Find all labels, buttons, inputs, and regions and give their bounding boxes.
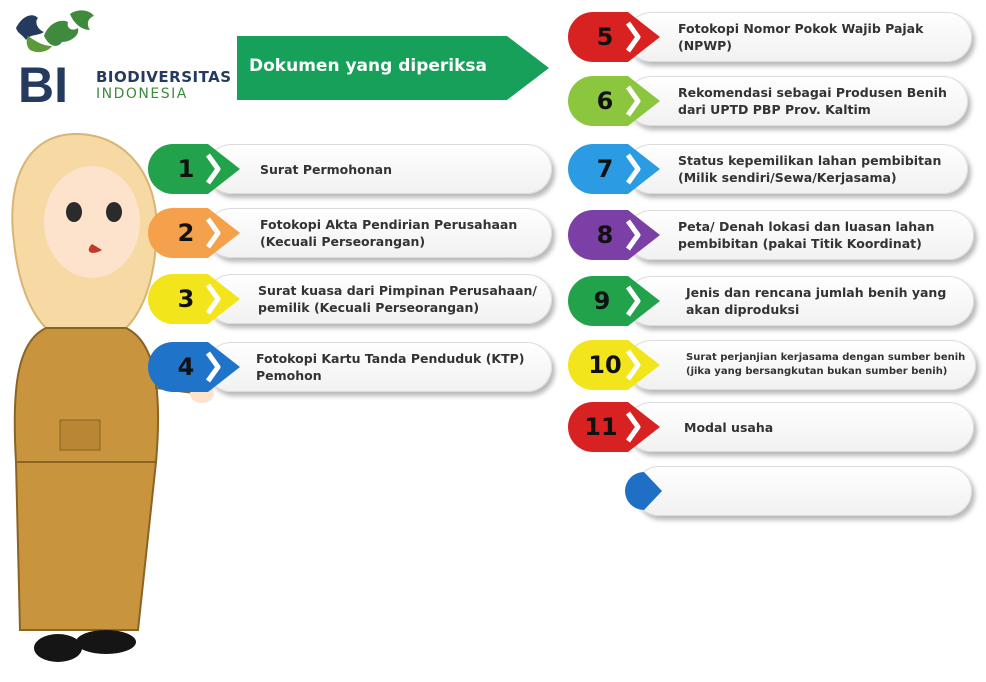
item-number: 7: [596, 155, 614, 183]
list-item: [148, 342, 552, 392]
banner-title: Dokumen yang diperiksa: [249, 56, 488, 76]
list-item: [568, 12, 972, 62]
list-item: [148, 144, 552, 194]
logo-line-2: INDONESIA: [96, 86, 188, 102]
item-text: Surat kuasa dari Pimpinan Perusahaan/ pemilik (Kecuali Perseorangan): [258, 283, 537, 315]
item-text: Modal usaha: [684, 419, 774, 435]
biodiversitas-logo: [8, 6, 238, 106]
item-text: Peta/ Denah lokasi dan luasan lahan pembibitan (pakai Titik Koordinat): [678, 219, 935, 251]
item-text: Rekomendasi sebagai Produsen Benih dari UPTD PBP Prov. Kaltim: [678, 85, 947, 117]
list-item: [568, 210, 974, 260]
logo-line-1: BIODIVERSITAS: [96, 68, 232, 86]
list-item: [568, 144, 968, 194]
item-text: Status kepemilikan lahan pembibitan (Milik sendiri/Sewa/Kerjasama): [678, 153, 942, 185]
logo-mark-icon: [8, 6, 98, 106]
item-number: 4: [177, 353, 195, 381]
list-item: [568, 76, 968, 126]
item-number: 6: [596, 87, 614, 115]
list-item: [624, 466, 972, 516]
item-number: 11: [584, 413, 618, 441]
item-text: Fotokopi Akta Pendirian Perusahaan (Kecuali Perseorangan): [260, 217, 518, 249]
item-number: 9: [593, 287, 611, 315]
item-text: Fotokopi Kartu Tanda Penduduk (KTP) Pemohon: [256, 351, 525, 383]
item-text: Surat perjanjian kerjasama dengan sumber benih (jika yang bersangkutan bukan sumber benih): [686, 352, 966, 377]
item-number: 8: [596, 221, 614, 249]
item-number: 2: [177, 219, 195, 247]
item-text: Surat Permohonan: [260, 161, 392, 177]
logo-monogram: BI: [18, 57, 68, 106]
section-banner: [237, 36, 549, 100]
list-item: [568, 402, 974, 452]
item-number: 5: [596, 23, 614, 51]
list-item: [568, 340, 976, 390]
item-number: 3: [177, 285, 195, 313]
list-item: [148, 208, 552, 258]
item-number: 10: [588, 351, 622, 379]
item-number: 1: [177, 155, 195, 183]
item-text: Fotokopi Nomor Pokok Wajib Pajak (NPWP): [678, 21, 924, 53]
item-number: [624, 466, 654, 516]
list-item: [148, 274, 552, 324]
list-item: [568, 276, 974, 326]
item-text: Jenis dan rencana jumlah benih yang akan diproduksi: [686, 285, 947, 317]
